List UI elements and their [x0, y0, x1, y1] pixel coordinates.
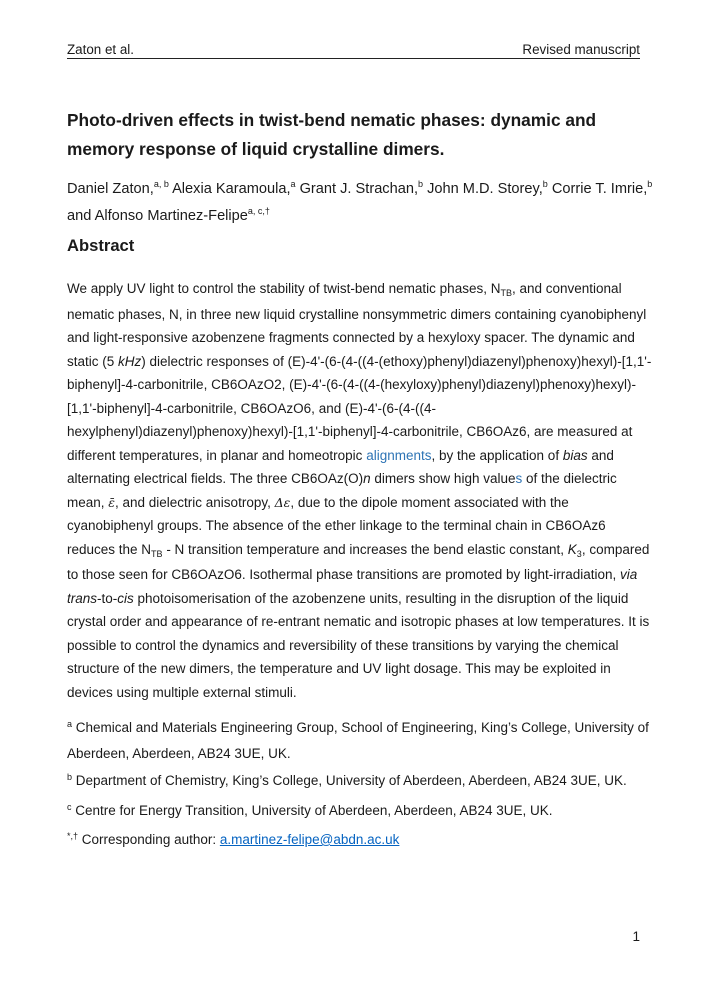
abstract-line: [1,1'-biphenyl]-4-carbonitrile, CB6OAzO6, and (E)-4'-(6-(4-((4- — [67, 400, 437, 416]
abstract-line: nematic phases, N, in three new liquid crystalline nonsymmetric dimers containing cyanobiphenyl — [67, 306, 647, 322]
text: different temperatures, in planar and homeotropic — [67, 447, 367, 463]
abstract-line: biphenyl]-4-carbonitrile, CB6OAzO2, (E)-4'-(6-(4-((4-(hexyloxy)phenyl)diazenyl)phenoxy)hexyl)- — [67, 377, 637, 392]
symbol-delta-epsilon: Δε — [274, 494, 291, 510]
abstract-line — [67, 277, 657, 303]
text: reduces the N — [67, 541, 152, 557]
author-6-affil: a, c,† — [247, 206, 270, 216]
text: , compared — [581, 541, 650, 557]
abstract-line: crystal order and appearance of re-entrant nematic and isotropic phases at low temperatures. It is — [67, 614, 650, 629]
abstract-line: hexylphenyl)diazenyl)phenoxy)hexyl)-[1,1'-biphenyl]-4-carbonitrile, CB6OAz6, are measured at — [67, 424, 633, 439]
tracked-change-s: s — [515, 471, 523, 486]
affil-marker: b — [67, 772, 73, 782]
italic-n: n — [363, 471, 371, 486]
header-authors: Zaton et al. — [67, 42, 134, 57]
text: , and dielectric anisotropy, — [115, 494, 275, 510]
abstract-line — [67, 444, 657, 468]
text: - N transition temperature and increases the bend elastic constant, — [162, 541, 568, 557]
italic-unit: kHz — [118, 353, 142, 369]
abstract-line — [67, 350, 657, 374]
author-4: John M.D. Storey, — [423, 181, 543, 197]
text: We apply UV light to control the stability of twist-bend nematic phases, N — [67, 281, 501, 296]
abstract-line: devices using multiple external stimuli. — [67, 684, 297, 700]
paper-title — [67, 106, 657, 164]
affil-marker: a — [67, 719, 73, 729]
affiliation-a — [67, 716, 657, 765]
italic-term: bias — [562, 447, 588, 463]
tracked-change-alignments: alignments — [366, 447, 432, 463]
text: alternating electrical fields. The three CB6OAz(O) — [67, 471, 364, 486]
text: -to- — [97, 590, 118, 606]
text: of the dielectric — [522, 471, 617, 486]
title-line-2: memory response of liquid crystalline dimers. — [67, 139, 445, 159]
abstract-line — [67, 538, 657, 564]
text: ) dielectric responses of (E)-4'-(6-(4-((4-(ethoxy)phenyl)diazenyl)phenoxy)hexyl)-[1,1'- — [141, 353, 652, 369]
author-2-affil: a — [290, 179, 296, 189]
corr-marker: *,† — [67, 831, 79, 841]
page-number: 1 — [632, 929, 640, 944]
subscript: TB — [500, 288, 512, 298]
affil-text: Centre for Energy Transition, University of Aberdeen, Aberdeen, AB24 3UE, UK. — [71, 802, 553, 818]
author-1: Daniel Zaton, — [67, 181, 154, 197]
author-6: and Alfonso Martinez-Felipe — [67, 208, 248, 224]
text: , by the application of — [431, 447, 563, 463]
author-3-affil: b — [418, 179, 424, 189]
abstract-line — [67, 491, 657, 515]
symbol-epsilon-mean: ε̄ — [108, 494, 115, 510]
abstract-body — [67, 277, 657, 704]
affiliation-c — [67, 799, 657, 825]
corresponding-author — [67, 828, 657, 854]
abstract-line: structure of the new dimers, the temperature and UV light dosage. This may be exploited in — [67, 661, 611, 676]
text: , due to the dipole moment associated with the — [290, 494, 569, 510]
text: photoisomerisation of the azobenzene units, resulting in the disruption of the liquid — [133, 590, 629, 606]
italic-K: K — [567, 541, 577, 557]
author-1-affil: a, b — [153, 179, 169, 189]
author-5-affil: b — [647, 179, 653, 189]
affil-marker: c — [67, 801, 72, 812]
text: static (5 — [67, 353, 119, 369]
abstract-line — [67, 587, 657, 611]
author-3: Grant J. Strachan, — [295, 181, 419, 197]
text: mean, — [67, 494, 109, 510]
italic-cis: cis — [117, 590, 134, 606]
abstract-line: possible to control the dynamics and reversibility of these transitions by varying the chemical — [67, 637, 619, 653]
affiliations — [67, 716, 657, 858]
title-line-1: Photo-driven effects in twist-bend nematic phases: dynamic and — [67, 110, 597, 130]
corr-text: Corresponding author: — [78, 832, 220, 847]
corresponding-email-link[interactable]: a.martinez-felipe@abdn.ac.uk — [219, 832, 400, 847]
header-manuscript-status: Revised manuscript — [522, 42, 640, 57]
abstract-line: cyanobiphenyl groups. The absence of the ether linkage to the terminal chain in CB6OAz6 — [67, 518, 606, 533]
italic-via: via — [620, 567, 638, 582]
affil-text: Chemical and Materials Engineering Group, School of Engineering, King’s College, University of Aberdeen, Aberdeen, AB24 3UE, UK. — [67, 720, 649, 761]
author-2: Alexia Karamoula, — [168, 181, 291, 197]
text: dimers show high value — [370, 471, 516, 486]
affil-text: Department of Chemistry, King’s College, University of Aberdeen, Aberdeen, AB24 3UE, UK. — [72, 773, 627, 788]
text: , and conventional — [511, 281, 622, 296]
text: to those seen for CB6OAzO6. Isothermal phase transitions are promoted by light-irradiation, — [67, 567, 621, 582]
abstract-line — [67, 467, 657, 491]
author-list — [67, 176, 657, 230]
abstract-line — [67, 563, 657, 587]
author-4-affil: b — [542, 179, 548, 189]
running-header — [67, 42, 640, 59]
abstract-heading: Abstract — [67, 236, 135, 255]
italic-trans: trans — [67, 590, 98, 606]
author-5: Corrie T. Imrie, — [547, 181, 648, 197]
abstract-line: and light-responsive azobenzene fragments connected by a hexyloxy spacer. The dynamic and — [67, 330, 635, 345]
text: and — [587, 447, 614, 463]
subscript: TB — [151, 548, 163, 559]
subscript: 3 — [576, 548, 582, 559]
affiliation-b — [67, 769, 657, 795]
